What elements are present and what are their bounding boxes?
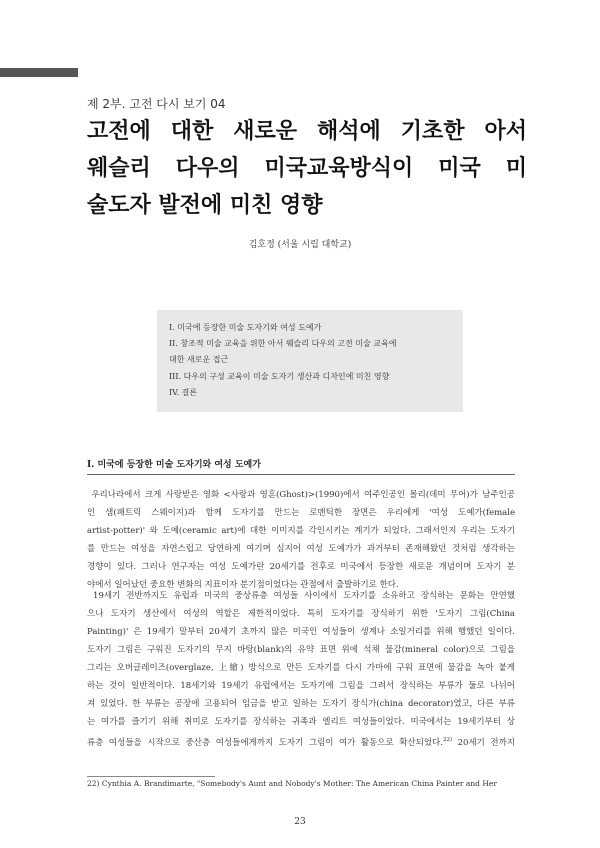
footnote-divider xyxy=(87,776,215,777)
body-line: Painting)' 은 19세기 말부터 20세기 초까지 많은 미국인 여성들이 생계나 소일거리를 위해 행했던 일이다. xyxy=(87,627,515,637)
body-paragraph-2 xyxy=(87,587,515,752)
body-line: artist-potter)' 와 도예(ceramic art)에 대한 이미지를 각인시키는 계기가 되었다. 그래서인지 우리는 도자기 xyxy=(87,526,515,536)
title-line: 술도자 발전에 미친 영향 xyxy=(87,193,323,218)
body-line: 19세기 전반까지도 유럽과 미국의 중상류층 여성들 사이에서 도자기를 소유하고 장식하는 문화는 만연했 xyxy=(93,591,515,601)
section-heading: I. 미국에 등장한 미술 도자기와 여성 도예가 xyxy=(87,457,515,475)
body-line: 져 있었다. 한 부류는 공장에 고용되어 임금을 받고 일하는 도자기 장식가(china decorator)였고, 다른 부류 xyxy=(87,699,515,709)
toc-item: IV. 결론 xyxy=(169,387,198,397)
toc-item: II. 창조적 미술 교육을 위한 아서 웨슬리 다우의 고전 미술 교육에 xyxy=(169,339,397,349)
toc-item: III. 다우의 구성 교육이 미술 도자기 생산과 디자인에 미친 영향 xyxy=(169,371,390,381)
author-line: 김호정 (서울 시립 대학교) xyxy=(248,240,352,250)
table-of-contents xyxy=(157,310,463,412)
title-line: 고전에 대한 새로운 해석에 기초한 아서 xyxy=(87,119,527,144)
body-paragraph-1 xyxy=(87,486,515,594)
body-line: 으나 도자기 생산에서 여성의 역할은 제한적이었다. 특히 도자기를 장식하기 위한 '도자기 그림(China xyxy=(87,609,515,619)
body-line: 도자기 그림은 구워진 도자기의 무지 바탕(blank)의 유약 표면 위에 석채 물감(mineral color)으로 그림을 xyxy=(87,645,515,655)
page-number: 23 xyxy=(294,817,306,827)
header-tab-bar xyxy=(0,68,78,77)
body-line: 하는 것이 일반적이다. 18세기와 19세기 유럽에서는 도자기에 그림을 그려서 장식하는 부류가 둘로 나뉘어 xyxy=(87,681,515,691)
body-line: 는 여가를 즐기기 위해 취미로 도자기를 장식하는 귀족과 엘리트 여성들이었다. 미국에서는 19세기부터 상 xyxy=(87,717,515,727)
body-line: 류층 여성들을 시작으로 중산층 여성들에게까지 도자기 그림이 여가 활동으로 확산되었다.$^{22)}$ 20세기 전까지 xyxy=(87,737,515,748)
body-line: 우리나라에서 크게 사랑받은 영화 <사랑과 영혼(Ghost)>(1990)에서 여주인공인 몰리(데미 무어)가 남주인공 xyxy=(91,490,515,500)
body-line: 경향이 있다. 그러나 연구자는 여성 도예가란 20세기를 전후로 미국에서 등장한 새로운 개념이며 도자기 분 xyxy=(87,562,515,572)
footnote-text: 22) Cynthia A. Brandimarte, "Somebody's Aunt and Nobody's Mother: The American China Painter and Her xyxy=(87,779,497,788)
article-title xyxy=(87,113,527,224)
body-line: 인 샘(패트릭 스웨이지)과 함께 도자기를 만드는 로맨틱한 장면은 우리에게 '여성 도예가(female xyxy=(87,508,515,518)
toc-item: I. 미국에 등장한 미술 도자기와 여성 도예가 xyxy=(169,323,322,332)
series-label: 제 2부. 고전 다시 보기 04 xyxy=(87,97,226,111)
body-line: 야에서 일어났던 중요한 변화의 지표이자 분기점이었다는 관점에서 출발하기로 한다. xyxy=(87,580,399,590)
title-line: 웨슬리 다우의 미국교육방식이 미국 미 xyxy=(87,156,527,181)
body-line: 를 만드는 여성을 자연스럽고 당연하게 여기며 심지어 여성 도예가가 과거부터 존재해왔던 것처럼 생각하는 xyxy=(87,544,515,554)
toc-item: 대한 새로운 접근 xyxy=(169,355,229,365)
body-line: 그리는 오버글레이즈(overglaze, 上繪) 방식으로 만든 도자기를 다시 가마에 구워 표면에 물감을 녹아 붙게 xyxy=(87,663,515,673)
footnote-ref: 22) xyxy=(442,737,453,743)
